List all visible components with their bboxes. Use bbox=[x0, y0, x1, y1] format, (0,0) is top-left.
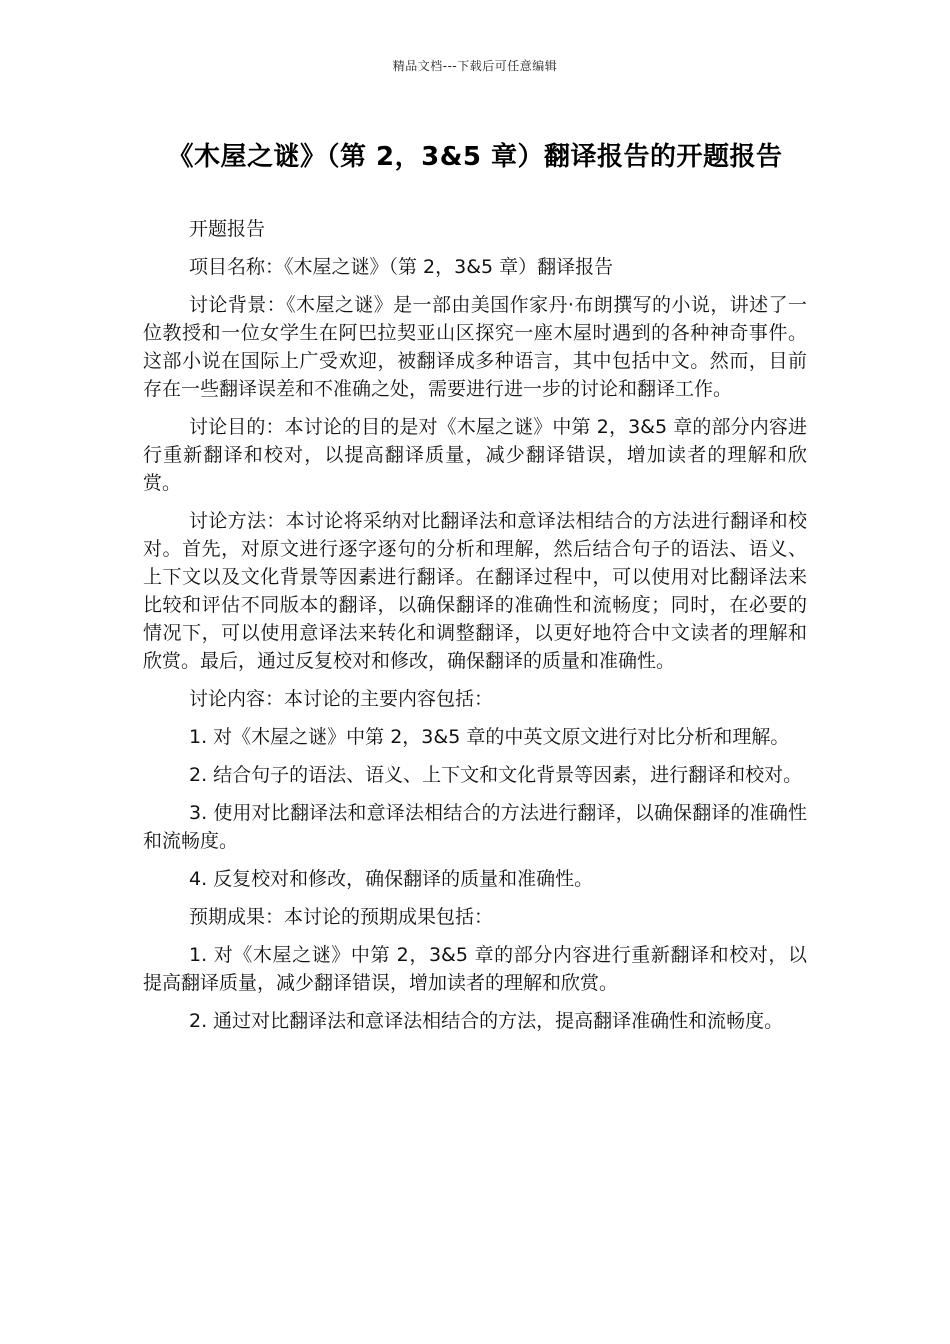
header-note: 精品文档---下载后可任意编辑 bbox=[392, 59, 558, 73]
content-item-2: 2. 结合句子的语法、语义、上下文和文化背景等因素，进行翻译和校对。 bbox=[189, 764, 803, 786]
outcomes-intro-paragraph: 预期成果：本讨论的预期成果包括： bbox=[189, 906, 494, 928]
content-intro-paragraph: 讨论内容：本讨论的主要内容包括： bbox=[189, 688, 494, 710]
document-body bbox=[143, 215, 807, 1045]
content-item-4: 4. 反复校对和修改，确保翻译的质量和准确性。 bbox=[189, 868, 594, 890]
content-item-3: 3. 使用对比翻译法和意译法相结合的方法进行翻译，以确保翻译的准确性和流畅度。 bbox=[143, 802, 807, 852]
project-name-paragraph: 项目名称：《木屋之谜》（第 2，3&5 章）翻译报告 bbox=[189, 256, 614, 278]
document-title: 《木屋之谜》（第 2，3&5 章）翻译报告的开题报告 bbox=[167, 142, 783, 172]
section-heading: 开题报告 bbox=[189, 218, 266, 240]
outcome-item-2: 2. 通过对比翻译法和意译法相结合的方法，提高翻译准确性和流畅度。 bbox=[189, 1010, 784, 1032]
method-paragraph: 讨论方法：本讨论将采纳对比翻译法和意译法相结合的方法进行翻译和校对。首先，对原文进行逐字逐句的分析和理解，然后结合句子的语法、语义、上下文以及文化背景等因素进行翻译。在翻译过程中，可以使用对比翻译法来比较和评估不同版本的翻译，以确保翻译的准确性和流畅度；同时，在必要的情况下，可以使用意译法来转化和调整翻译，以更好地符合中文读者的理解和欣赏。最后，通过反复校对和修改，确保翻译的质量和准确性。 bbox=[143, 510, 807, 672]
background-paragraph: 讨论背景：《木屋之谜》是一部由美国作家丹·布朗撰写的小说，讲述了一位教授和一位女学生在阿巴拉契亚山区探究一座木屋时遇到的各种神奇事件。这部小说在国际上广受欢迎，被翻译成多种语言，其中包括中文。然而，目前存在一些翻译误差和不准确之处，需要进行进一步的讨论和翻译工作。 bbox=[143, 294, 807, 400]
purpose-paragraph: 讨论目的：本讨论的目的是对《木屋之谜》中第 2，3&5 章的部分内容进行重新翻译和校对，以提高翻译质量，减少翻译错误，增加读者的理解和欣赏。 bbox=[143, 416, 807, 494]
outcome-item-1: 1. 对《木屋之谜》中第 2，3&5 章的部分内容进行重新翻译和校对，以提高翻译质量，减少翻译错误，增加读者的理解和欣赏。 bbox=[143, 944, 807, 994]
content-item-1: 1. 对《木屋之谜》中第 2，3&5 章的中英文原文进行对比分析和理解。 bbox=[189, 726, 790, 748]
